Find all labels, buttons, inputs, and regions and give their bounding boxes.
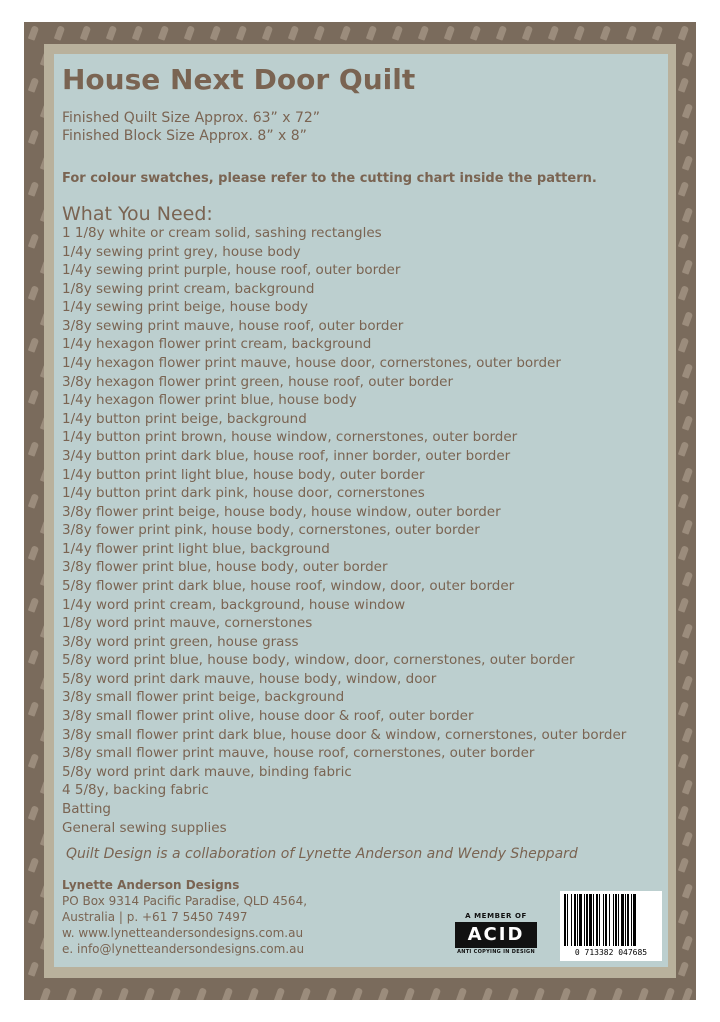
heart-shape (366, 25, 377, 41)
heart-shape (28, 181, 39, 197)
colour-swatch-note: For colour swatches, please refer to the cutting chart inside the pattern. (62, 171, 597, 186)
material-item: 3/8y small flower print olive, house door & roof, outer border (62, 708, 474, 725)
heart-shape (144, 987, 155, 1000)
barcode-bar (596, 894, 598, 946)
heart-shape (586, 987, 597, 1000)
heart-shape (678, 129, 689, 145)
heart-shape (682, 311, 693, 327)
barcode-bar (599, 894, 600, 946)
material-item: 1/4y button print beige, background (62, 410, 307, 427)
heart-shape (378, 987, 389, 1000)
heart-shape (314, 25, 325, 41)
heart-shape (222, 987, 233, 1000)
heart-shape (682, 103, 693, 119)
heart-shape (682, 155, 693, 171)
material-item: 3/8y hexagon flower print green, house roof, outer border (62, 373, 454, 390)
heart-shape (678, 701, 689, 717)
heart-shape (352, 987, 363, 1000)
heart-shape (682, 571, 693, 587)
heart-shape (682, 467, 693, 483)
page-title: House Next Door Quilt (62, 63, 416, 96)
heart-shape (158, 25, 169, 41)
material-item: 1/8y sewing print cream, background (62, 280, 315, 297)
heart-shape (28, 77, 39, 93)
heart-shape (274, 987, 285, 1000)
heart-shape (418, 25, 429, 41)
website-line: w. www.lynetteandersondesigns.com.au (62, 926, 304, 940)
material-item: 1/4y button print light blue, house body, outer border (62, 466, 425, 483)
heart-shape (682, 779, 693, 795)
barcode-bar (567, 894, 568, 946)
email-line: e. info@lynetteandersondesigns.com.au (62, 942, 305, 956)
material-item: 3/4y button print dark blue, house roof, inner border, outer border (62, 447, 511, 464)
heart-shape (248, 987, 259, 1000)
heart-shape (118, 987, 129, 1000)
material-item: 5/8y word print dark mauve, house body, window, door (62, 670, 437, 687)
heart-shape (560, 987, 571, 1000)
heart-shape (678, 389, 689, 405)
material-item: 1/4y button print dark pink, house door, cornerstones (62, 485, 425, 502)
material-item: 5/8y flower print dark blue, house roof, window, door, outer border (62, 577, 515, 594)
design-credit: Quilt Design is a collaboration of Lynette Anderson and Wendy Sheppard (66, 846, 578, 862)
heart-shape (482, 987, 493, 1000)
material-item: 4 5/8y, backing fabric (62, 782, 209, 799)
acid-member-text: A MEMBER OF (465, 912, 527, 920)
heart-shape (28, 805, 39, 821)
heart-shape (682, 935, 693, 951)
heart-shape (682, 831, 693, 847)
material-item: 1/4y flower print light blue, background (62, 540, 330, 557)
acid-logo-word: ACID (467, 924, 525, 945)
heart-shape (132, 25, 143, 41)
material-item: 3/8y flower print beige, house body, house window, outer border (62, 503, 501, 520)
barcode-bar (593, 894, 594, 946)
heart-shape (678, 545, 689, 561)
heart-shape (66, 987, 77, 1000)
heart-shape (678, 285, 689, 301)
barcode-bar (627, 894, 629, 946)
heart-shape (28, 909, 39, 925)
heart-shape (600, 25, 611, 41)
heart-shape (678, 649, 689, 665)
heart-shape (170, 987, 181, 1000)
material-item: 3/8y sewing print mauve, house roof, outer border (62, 317, 404, 334)
heart-shape (678, 25, 689, 41)
barcode-bar (618, 894, 619, 946)
address-line: PO Box 9314 Pacific Paradise, QLD 4564, (62, 894, 308, 908)
barcode-number: 0 713382 047685 (574, 948, 648, 957)
heart-shape (28, 753, 39, 769)
acid-logo (451, 912, 541, 958)
heart-shape (28, 337, 39, 353)
heart-shape (28, 493, 39, 509)
barcode (560, 891, 662, 961)
heart-shape (28, 857, 39, 873)
heart-shape (262, 25, 273, 41)
material-item: 1/4y hexagon flower print mauve, house door, cornerstones, outer border (62, 355, 561, 372)
material-item: General sewing supplies (62, 819, 227, 836)
heart-shape (682, 987, 693, 1000)
heart-shape (522, 25, 533, 41)
heart-shape (444, 25, 455, 41)
acid-logo-box (455, 922, 537, 948)
heart-shape (548, 25, 559, 41)
barcode-bar (564, 894, 566, 946)
heart-shape (678, 753, 689, 769)
heart-shape (28, 129, 39, 145)
material-item: 3/8y flower print blue, house body, outer border (62, 559, 388, 576)
heart-shape (92, 987, 103, 1000)
heart-shape (574, 25, 585, 41)
block-size: Finished Block Size Approx. 8” x 8” (62, 128, 307, 144)
heart-shape (184, 25, 195, 41)
material-item: 1 1/8y white or cream solid, sashing rectangles (62, 225, 382, 241)
heart-shape (28, 285, 39, 301)
material-item: 5/8y word print blue, house body, window, door, cornerstones, outer border (62, 652, 575, 669)
heart-shape (404, 987, 415, 1000)
material-item: 3/8y small flower print mauve, house roof, cornerstones, outer border (62, 745, 535, 762)
barcode-bar (571, 894, 572, 946)
heart-shape (456, 987, 467, 1000)
barcode-bar (579, 894, 582, 946)
heart-shape (682, 727, 693, 743)
material-item: 1/4y hexagon flower print blue, house body (62, 392, 357, 409)
heart-shape (28, 701, 39, 717)
barcode-bar (589, 894, 592, 946)
heart-shape (626, 25, 637, 41)
heart-shape (470, 25, 481, 41)
heart-shape (682, 623, 693, 639)
barcode-bar (605, 894, 607, 946)
heart-shape (682, 415, 693, 431)
heart-shape (430, 987, 441, 1000)
heart-shape (638, 987, 649, 1000)
heart-shape (300, 987, 311, 1000)
material-item: 1/8y word print mauve, cornerstones (62, 615, 313, 632)
heart-shape (678, 597, 689, 613)
company-name: Lynette Anderson Designs (62, 878, 240, 892)
barcode-bar (574, 894, 576, 946)
material-item: 5/8y word print dark mauve, binding fabric (62, 763, 352, 780)
barcode-bar (615, 894, 617, 946)
material-item: 1/4y sewing print beige, house body (62, 299, 309, 316)
barcode-bar (633, 894, 636, 946)
barcode-bar (621, 894, 624, 946)
what-you-need-heading: What You Need: (62, 203, 213, 225)
material-item: 1/4y sewing print purple, house roof, outer border (62, 262, 401, 279)
material-item: 1/4y sewing print grey, house body (62, 243, 301, 260)
heart-shape (28, 233, 39, 249)
heart-shape (288, 25, 299, 41)
material-item: 3/8y fower print pink, house body, cornerstones, outer border (62, 522, 480, 539)
heart-shape (678, 857, 689, 873)
heart-shape (678, 337, 689, 353)
barcode-bar (586, 894, 588, 946)
acid-tagline: ANTI COPYING IN DESIGN (457, 949, 535, 955)
barcode-bar (613, 894, 614, 946)
barcode-bar (609, 894, 610, 946)
heart-shape (678, 805, 689, 821)
heart-shape (678, 181, 689, 197)
barcode-bar (577, 894, 578, 946)
heart-shape (678, 493, 689, 509)
heart-shape (28, 961, 39, 977)
address-line: Australia | p. +61 7 5450 7497 (62, 910, 248, 924)
heart-shape (54, 25, 65, 41)
heart-shape (496, 25, 507, 41)
barcode-bar (625, 894, 626, 946)
heart-shape (534, 987, 545, 1000)
heart-shape (196, 987, 207, 1000)
heart-shape (508, 987, 519, 1000)
heart-shape (28, 25, 39, 41)
heart-shape (28, 389, 39, 405)
heart-shape (28, 597, 39, 613)
barcode-bar (584, 894, 585, 946)
material-item: 3/8y small flower print dark blue, house door & window, cornerstones, outer border (62, 726, 627, 743)
materials-list (62, 224, 626, 837)
material-item: 3/8y small flower print beige, background (62, 689, 345, 706)
barcode-bar (603, 894, 604, 946)
material-item: 1/4y hexagon flower print cream, background (62, 336, 372, 353)
heart-shape (678, 961, 689, 977)
heart-shape (326, 987, 337, 1000)
heart-shape (664, 987, 675, 1000)
heart-shape (652, 25, 663, 41)
heart-shape (682, 519, 693, 535)
heart-shape (340, 25, 351, 41)
heart-shape (682, 207, 693, 223)
heart-shape (678, 77, 689, 93)
heart-shape (682, 51, 693, 67)
heart-shape (28, 545, 39, 561)
heart-shape (678, 441, 689, 457)
heart-shape (40, 987, 51, 1000)
material-item: 3/8y word print green, house grass (62, 633, 299, 650)
heart-shape (106, 25, 117, 41)
heart-shape (210, 25, 221, 41)
quilt-size: Finished Quilt Size Approx. 63” x 72” (62, 110, 321, 126)
heart-shape (682, 363, 693, 379)
heart-shape (28, 441, 39, 457)
heart-shape (236, 25, 247, 41)
heart-shape (682, 883, 693, 899)
barcode-bars (564, 894, 658, 948)
material-item: 1/4y word print cream, background, house window (62, 596, 406, 613)
barcode-bar (631, 894, 632, 946)
heart-shape (392, 25, 403, 41)
heart-shape (678, 909, 689, 925)
heart-shape (612, 987, 623, 1000)
material-item: Batting (62, 800, 111, 817)
heart-shape (80, 25, 91, 41)
heart-shape (28, 649, 39, 665)
heart-shape (682, 259, 693, 275)
heart-shape (682, 675, 693, 691)
heart-shape (678, 233, 689, 249)
material-item: 1/4y button print brown, house window, cornerstones, outer border (62, 429, 518, 446)
